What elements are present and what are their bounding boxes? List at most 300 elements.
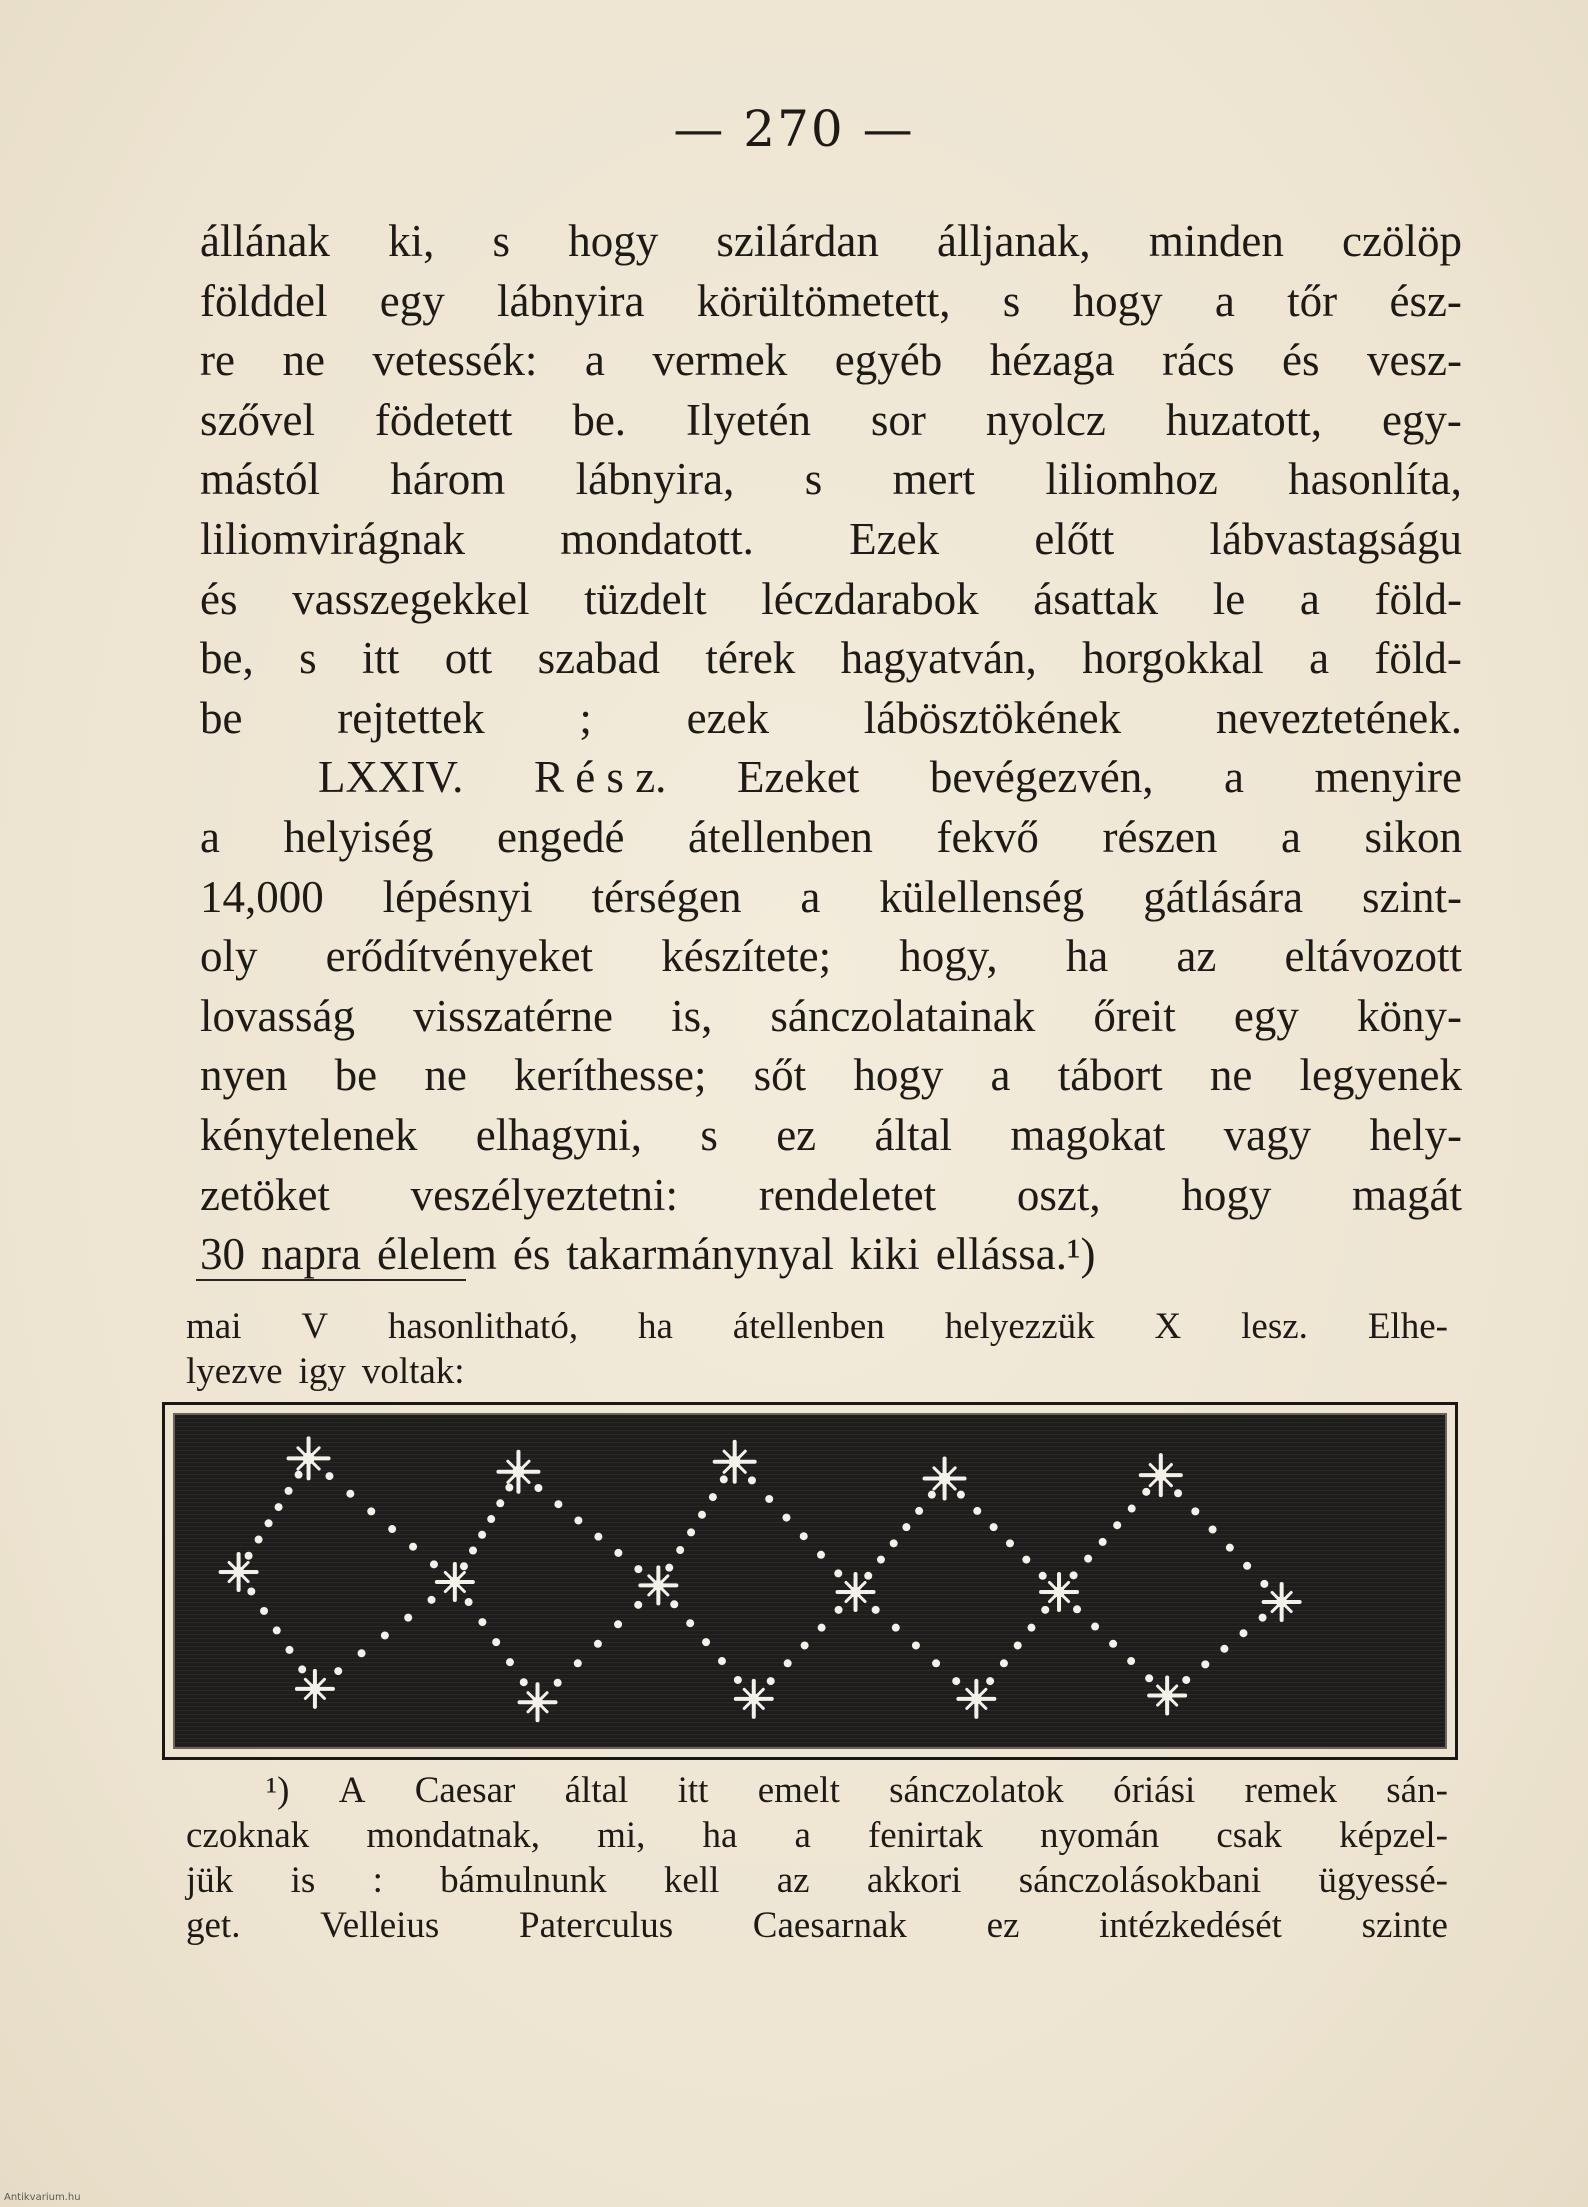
star-core: [449, 1577, 460, 1588]
text-line: [186, 1813, 1448, 1858]
illustration-field: [173, 1413, 1447, 1749]
dot: [1174, 1489, 1182, 1497]
dot: [1191, 1507, 1199, 1515]
word: A: [338, 1770, 366, 1811]
dot: [285, 1487, 293, 1495]
word: a: [1280, 811, 1301, 862]
word: élelem: [376, 1229, 497, 1280]
dot: [260, 1607, 268, 1615]
word: külellenség: [879, 871, 1085, 922]
text-line: [200, 450, 1462, 510]
word: is: [290, 1860, 316, 1901]
word: három: [390, 454, 506, 505]
word: és: [1282, 335, 1320, 386]
dot: [1000, 1659, 1008, 1667]
dot: [273, 1626, 281, 1634]
star-core: [850, 1587, 861, 1598]
word: 14,000: [200, 871, 324, 922]
dot: [469, 1547, 477, 1555]
star-icon: [498, 1452, 538, 1492]
star-core: [310, 1683, 321, 1694]
word: és: [512, 1229, 551, 1280]
dot: [834, 1569, 842, 1577]
word: liliomvirágnak: [200, 513, 465, 564]
word: neveztetének.: [1215, 692, 1462, 743]
dot: [428, 1596, 436, 1604]
dot: [594, 1640, 602, 1648]
star-icon: [289, 1438, 329, 1478]
word: itt: [361, 633, 400, 684]
word: kénytelenek: [200, 1109, 418, 1160]
word: remek: [1244, 1770, 1337, 1811]
star-icon: [221, 1554, 257, 1590]
dot: [1099, 1538, 1107, 1546]
dot: [1243, 1562, 1251, 1570]
text-line: [200, 1046, 1462, 1106]
word: hely-: [1369, 1109, 1462, 1160]
word: 30: [200, 1229, 245, 1280]
dot: [295, 1471, 303, 1479]
word: kell: [663, 1860, 720, 1901]
star-core: [653, 1580, 664, 1591]
word: be: [334, 1050, 378, 1101]
word: lábvastagságu: [1209, 513, 1462, 564]
text-line: [186, 1349, 1448, 1394]
dot: [534, 1484, 542, 1492]
word: ásattak: [1033, 573, 1159, 624]
star-pattern: [175, 1415, 1447, 1749]
text-line: [200, 331, 1462, 391]
star-core: [532, 1697, 543, 1708]
word: tőr: [1287, 275, 1338, 326]
star-core: [939, 1472, 951, 1484]
word: földdel: [200, 275, 328, 326]
star-core: [1162, 1690, 1173, 1701]
word: oly: [200, 931, 258, 982]
dot: [381, 1631, 389, 1639]
dot: [1113, 1521, 1121, 1529]
word: szilárdan: [716, 216, 879, 266]
word: tüzdelt: [584, 573, 707, 624]
dot: [767, 1677, 775, 1685]
word: egyéb: [834, 335, 943, 386]
dot: [665, 1564, 673, 1572]
dot: [734, 1676, 742, 1684]
dot: [285, 1646, 293, 1654]
dot: [890, 1539, 898, 1547]
footnote-1: [186, 1768, 1448, 1948]
star-icon: [736, 1681, 772, 1717]
star-core: [1155, 1469, 1167, 1481]
dot: [1091, 1623, 1099, 1631]
word: bámulnunk: [440, 1860, 607, 1901]
dot: [1226, 1544, 1234, 1552]
lily-traps-illustration: [162, 1402, 1458, 1760]
word: ezek: [686, 692, 769, 743]
dot: [634, 1565, 642, 1573]
word: is,: [671, 990, 713, 1041]
word: vermek: [652, 335, 788, 386]
word: szővel: [200, 394, 315, 445]
word: szint-: [1362, 871, 1462, 922]
dot: [748, 1476, 756, 1484]
word: a: [584, 335, 605, 386]
word: minden: [1148, 216, 1284, 266]
word: eltávozott: [1284, 931, 1462, 982]
word: horgokkal: [1082, 633, 1264, 684]
word: a: [1309, 633, 1330, 684]
word: lábösztökének: [863, 692, 1122, 743]
text-line: [200, 1106, 1462, 1166]
word: kiki: [849, 1229, 920, 1280]
word: állának: [200, 216, 330, 266]
dot: [255, 1536, 263, 1544]
dot: [1006, 1539, 1014, 1547]
dot: [247, 1587, 255, 1595]
text-line: [186, 1903, 1448, 1948]
word: körültömetett,: [696, 275, 951, 326]
text-line: [200, 391, 1462, 451]
dot: [1073, 1605, 1081, 1613]
dot: [358, 1649, 366, 1657]
word: ez: [986, 1905, 1020, 1946]
dot: [1022, 1556, 1030, 1564]
word: bevégezvén,: [929, 752, 1154, 803]
word: nyolcz: [985, 394, 1106, 445]
word: és: [200, 573, 238, 624]
dot: [574, 1516, 582, 1524]
dot: [1070, 1571, 1078, 1579]
text-line: [200, 510, 1462, 570]
star-icon: [1149, 1678, 1185, 1714]
word: :: [372, 1860, 383, 1901]
word: hogy: [1181, 1169, 1272, 1220]
dot: [1084, 1555, 1092, 1563]
word: nyen: [200, 1050, 288, 1101]
word: sánczolásokbani: [1018, 1860, 1262, 1901]
word: lépésnyi: [382, 871, 533, 922]
word: sánczolatainak: [770, 990, 1036, 1041]
text-line: [200, 1225, 1462, 1285]
text-line: [200, 808, 1462, 868]
word: egy: [379, 275, 445, 326]
word: intézkedését: [1099, 1905, 1282, 1946]
text-line: [186, 1858, 1448, 1903]
word: mondatnak,: [366, 1815, 540, 1856]
dot: [478, 1531, 486, 1539]
word: liliomhoz: [1045, 454, 1218, 505]
dot: [1259, 1614, 1267, 1622]
word: részen: [1102, 811, 1218, 862]
dot: [430, 1560, 438, 1568]
word: helyezzük: [944, 1306, 1095, 1347]
text-line: [200, 927, 1462, 987]
word: lábnyira,: [575, 454, 735, 505]
word: ki,: [388, 216, 435, 266]
text-line: [200, 570, 1462, 630]
word: veszélyeztetni:: [410, 1169, 679, 1220]
watermark-text: Antikvarium.hu: [4, 2192, 81, 2203]
dot: [496, 1499, 504, 1507]
dot: [460, 1562, 468, 1570]
word: hogy: [1072, 275, 1163, 326]
word: sor: [870, 394, 926, 445]
dot: [765, 1495, 773, 1503]
word: Paterculus: [519, 1905, 674, 1946]
word: rendeletet: [758, 1169, 937, 1220]
word: ne: [1209, 1050, 1253, 1101]
dot: [325, 1472, 333, 1480]
word: elhagyni,: [475, 1109, 642, 1160]
word: fekvő: [936, 811, 1039, 862]
word: akkori: [866, 1860, 962, 1901]
dot: [864, 1572, 872, 1580]
word: legyenek: [1299, 1050, 1462, 1101]
dot: [594, 1533, 602, 1541]
word: a: [800, 871, 821, 922]
dot: [1127, 1657, 1135, 1665]
dot: [487, 1515, 495, 1523]
word: sán-: [1386, 1770, 1448, 1811]
dot: [367, 1507, 375, 1515]
dot: [1182, 1676, 1190, 1684]
star-icon: [1041, 1574, 1077, 1610]
star-icon: [640, 1567, 676, 1603]
word: le: [1212, 573, 1246, 624]
word: hasonlíta,: [1288, 454, 1462, 505]
dot: [265, 1519, 273, 1527]
page-number: — 270 —: [673, 100, 915, 158]
word: lovasság: [200, 990, 355, 1041]
word: térségen: [591, 871, 742, 922]
word: mai: [186, 1306, 242, 1347]
dot: [957, 1491, 965, 1499]
dot: [952, 1677, 960, 1685]
text-line: [200, 987, 1462, 1047]
word: lábnyira: [497, 275, 645, 326]
dot: [915, 1507, 923, 1515]
word: föld-: [1374, 573, 1462, 624]
word: lesz.: [1241, 1306, 1308, 1347]
word: helyiség: [283, 811, 434, 862]
dot: [784, 1659, 792, 1667]
word: mondatott.: [560, 513, 754, 564]
word: Velleius: [320, 1905, 440, 1946]
word: R é s z.: [533, 752, 667, 803]
word: tábort: [1057, 1050, 1163, 1101]
dot: [614, 1620, 622, 1628]
word: ész-: [1389, 275, 1462, 326]
word: keríthesse;: [514, 1050, 707, 1101]
dot: [1239, 1629, 1247, 1637]
word: az: [776, 1860, 810, 1901]
word: napra: [261, 1229, 361, 1280]
word: a: [1299, 573, 1320, 624]
word: a: [200, 811, 220, 862]
dot: [1209, 1526, 1217, 1534]
word: föld-: [1374, 633, 1462, 684]
word: a: [794, 1815, 811, 1856]
word: vetessék:: [372, 335, 538, 386]
dot: [686, 1619, 694, 1627]
word: be: [200, 692, 243, 743]
word: födetett: [374, 394, 513, 445]
dot: [1220, 1645, 1228, 1653]
word: igy: [298, 1351, 346, 1392]
dot: [1145, 1674, 1153, 1682]
word: vesz-: [1367, 335, 1462, 386]
dot: [245, 1552, 253, 1560]
dot: [973, 1507, 981, 1515]
word: visszatérne: [413, 990, 613, 1041]
dot: [1128, 1505, 1136, 1513]
word: előtt: [1034, 513, 1115, 564]
dot: [872, 1606, 880, 1614]
word: ne: [282, 335, 325, 386]
dot: [892, 1624, 900, 1632]
word: ha: [702, 1815, 738, 1856]
dot: [986, 1677, 994, 1685]
star-icon: [520, 1684, 556, 1720]
word: által: [564, 1770, 629, 1811]
word: őreit: [1093, 990, 1176, 1041]
dot: [801, 1641, 809, 1649]
word: ne: [424, 1050, 467, 1101]
dot: [554, 1500, 562, 1508]
word: s: [1002, 275, 1021, 326]
word: hogy: [853, 1050, 944, 1101]
word: készítete;: [661, 931, 832, 982]
dot: [1027, 1624, 1035, 1632]
word: Elhe-: [1367, 1306, 1448, 1347]
word: a: [990, 1050, 1011, 1101]
star-icon: [297, 1671, 333, 1707]
word: képzel-: [1339, 1815, 1448, 1856]
word: ez: [776, 1109, 817, 1160]
star-icon: [1264, 1584, 1300, 1620]
dot: [409, 1543, 417, 1551]
word: czoknak: [186, 1815, 310, 1856]
text-line: [200, 212, 1462, 272]
dot: [718, 1657, 726, 1665]
star-core: [512, 1466, 524, 1478]
dot: [835, 1606, 843, 1614]
dot: [800, 1532, 808, 1540]
word: be.: [572, 394, 627, 445]
word: ott: [444, 633, 493, 684]
word: sánczolatok: [889, 1770, 1064, 1811]
dot: [990, 1523, 998, 1531]
word: LXXIV.: [318, 752, 464, 803]
dot: [505, 1484, 513, 1492]
word: s: [700, 1109, 718, 1160]
word: ha: [1065, 931, 1109, 982]
word: hogy,: [899, 931, 998, 982]
word: re: [200, 335, 235, 386]
word: hasonlitható,: [387, 1306, 579, 1347]
word: jük: [186, 1860, 234, 1901]
dot: [670, 1600, 678, 1608]
dot: [614, 1549, 622, 1557]
word: X: [1154, 1306, 1182, 1347]
dot: [932, 1659, 940, 1667]
word: takarmánynyal: [566, 1229, 834, 1280]
word: oszt,: [1016, 1169, 1101, 1220]
star-core: [971, 1694, 982, 1705]
word: ¹): [266, 1770, 290, 1811]
word: magát: [1352, 1169, 1462, 1220]
dot: [492, 1638, 500, 1646]
dot: [912, 1641, 920, 1649]
star-core: [303, 1452, 315, 1464]
word: a: [1214, 275, 1235, 326]
text-line: [200, 272, 1462, 332]
star-core: [1054, 1587, 1065, 1598]
dot: [698, 1511, 706, 1519]
star-core: [729, 1456, 741, 1468]
star-core: [748, 1694, 759, 1705]
dot: [1142, 1488, 1150, 1496]
text-line: [200, 868, 1462, 928]
dot: [1041, 1606, 1049, 1614]
word: óriási: [1113, 1770, 1196, 1811]
dot: [818, 1624, 826, 1632]
word: szabad: [537, 633, 661, 684]
word: rács: [1162, 335, 1235, 386]
dot: [574, 1659, 582, 1667]
word: ügyessé-: [1318, 1860, 1448, 1901]
dot: [346, 1490, 354, 1498]
dot: [676, 1546, 684, 1554]
word: czölöp: [1342, 216, 1462, 266]
word: által: [874, 1109, 952, 1160]
dot: [1039, 1572, 1047, 1580]
word: hagyatván,: [840, 633, 1037, 684]
dot: [782, 1514, 790, 1522]
dot: [298, 1665, 306, 1673]
word: egy: [1233, 990, 1299, 1041]
text-line: [186, 1304, 1448, 1349]
word: fenirtak: [867, 1815, 983, 1856]
word: ha: [637, 1306, 673, 1347]
word: Caesarnak: [752, 1905, 907, 1946]
word: emelt: [757, 1770, 840, 1811]
word: Ilyetén: [686, 394, 811, 445]
word: a: [1224, 752, 1244, 803]
word: vagy: [1223, 1109, 1312, 1160]
footnote-continuation: [186, 1304, 1448, 1394]
dot: [902, 1523, 910, 1531]
dot: [928, 1491, 936, 1499]
text-line: [186, 1768, 1448, 1813]
dot: [634, 1601, 642, 1609]
word: mástól: [200, 454, 320, 505]
word: ellássa.¹): [935, 1229, 1096, 1280]
dot: [478, 1618, 486, 1626]
word: átellenben: [688, 811, 873, 862]
word: huzatott,: [1165, 394, 1322, 445]
word: nyomán: [1040, 1815, 1160, 1856]
word: mi,: [597, 1815, 646, 1856]
word: get.: [186, 1905, 241, 1946]
dot: [334, 1667, 342, 1675]
word: hogy: [568, 216, 659, 266]
dot: [554, 1679, 562, 1687]
dot: [520, 1678, 528, 1686]
word: térek: [705, 633, 796, 684]
dot: [702, 1638, 710, 1646]
dot: [465, 1598, 473, 1606]
